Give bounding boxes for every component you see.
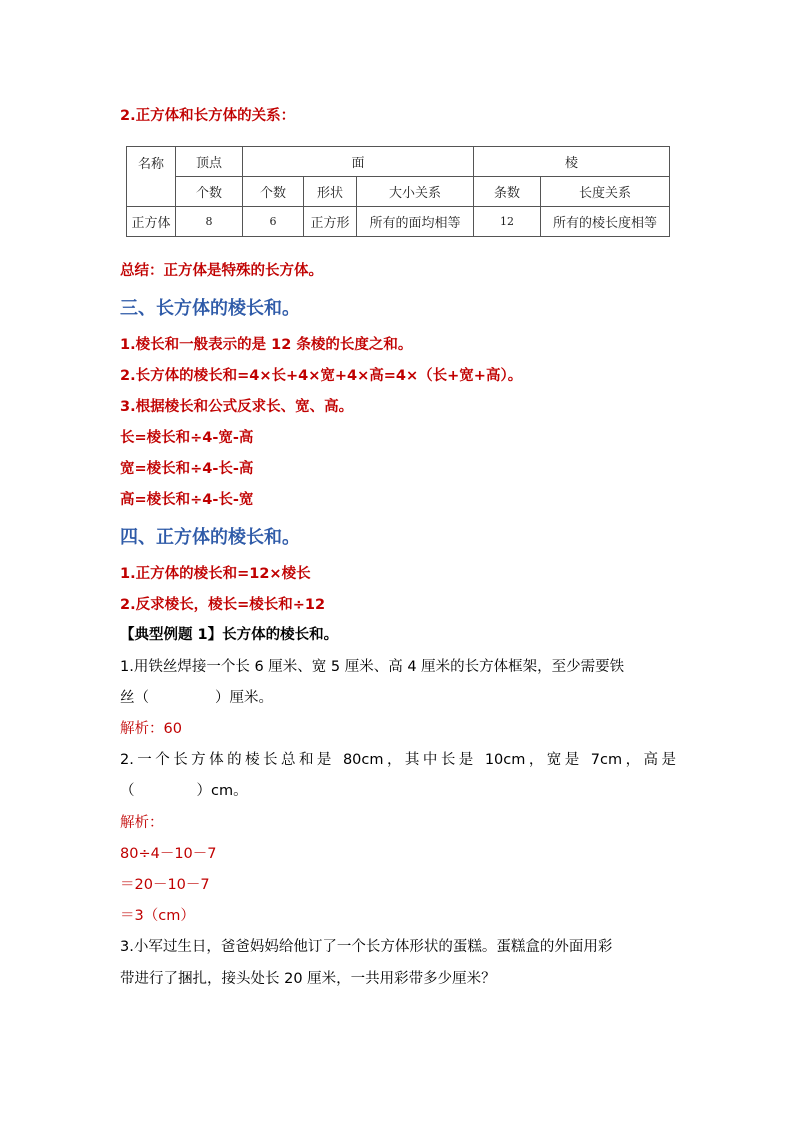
q1-answer: 解析：60 — [120, 721, 182, 737]
sub-edge-count: 条数 — [474, 177, 541, 207]
summary: 总结：正方体是特殊的长方体。 — [120, 263, 323, 279]
header-name: 名称 — [127, 147, 176, 207]
sub-face-count: 个数 — [243, 177, 304, 207]
formula-height: 高=棱长和÷4-长-宽 — [120, 492, 254, 508]
q2-line1: 2.一个长方体的棱长总和是 80cm，其中长是 10cm，宽是 7cm，高是 — [120, 752, 676, 768]
q1-line2-prefix: 丝（ — [120, 690, 149, 706]
row-face-count: 6 — [243, 207, 304, 237]
example-title: 【典型例题 1】长方体的棱长和。 — [120, 627, 339, 643]
formula-length: 长=棱长和÷4-宽-高 — [120, 430, 254, 446]
q3-line1: 3.小军过生日，爸爸妈妈给他订了一个长方体形状的蛋糕。蛋糕盒的外面用彩 — [120, 939, 613, 955]
row-vertex: 8 — [176, 207, 243, 237]
q2-step2: ＝20－10－7 — [120, 877, 210, 893]
sub-face-size: 大小关系 — [357, 177, 474, 207]
q1-line2 — [120, 686, 273, 707]
q2-line2-prefix: （ — [120, 783, 135, 799]
q2-step1: 80÷4－10－7 — [120, 846, 217, 862]
header-vertex: 顶点 — [176, 147, 243, 177]
formula-width: 宽=棱长和÷4-长-高 — [120, 461, 254, 477]
row-edge-count: 12 — [474, 207, 541, 237]
row-edge-length: 所有的棱长度相等 — [541, 207, 670, 237]
row-face-shape: 正方形 — [304, 207, 357, 237]
section4-title: 四、正方体的棱长和。 — [120, 527, 300, 548]
q2-line2 — [120, 779, 248, 800]
q1-line1: 1.用铁丝焊接一个长 6 厘米、宽 5 厘米、高 4 厘米的长方体框架，至少需要铁 — [120, 659, 625, 675]
q2-step3: ＝3（cm） — [120, 908, 195, 924]
section3-title: 三、长方体的棱长和。 — [120, 298, 300, 319]
row-name: 正方体 — [127, 207, 176, 237]
sub-edge-length: 长度关系 — [541, 177, 670, 207]
sub-vertex-count: 个数 — [176, 177, 243, 207]
section3-p1: 1.棱长和一般表示的是 12 条棱的长度之和。 — [120, 337, 413, 353]
q1-line2-suffix: ）厘米。 — [215, 690, 273, 706]
q2-line2-suffix: ）cm。 — [196, 783, 248, 799]
section4-p2: 2.反求棱长，棱长=棱长和÷12 — [120, 597, 326, 613]
relation-heading: 2.正方体和长方体的关系： — [120, 108, 296, 124]
row-face-size: 所有的面均相等 — [357, 207, 474, 237]
section3-p2: 2.长方体的棱长和=4×长+4×宽+4×高=4×（长+宽+高）。 — [120, 368, 523, 384]
q2-analysis-label: 解析： — [120, 815, 164, 831]
header-edge: 棱 — [474, 147, 670, 177]
header-face: 面 — [243, 147, 474, 177]
q3-line2: 带进行了捆扎，接头处长 20 厘米，一共用彩带多少厘米？ — [120, 971, 496, 987]
relation-table — [126, 146, 670, 237]
section3-p3: 3.根据棱长和公式反求长、宽、高。 — [120, 399, 354, 415]
sub-face-shape: 形状 — [304, 177, 357, 207]
section4-p1: 1.正方体的棱长和=12×棱长 — [120, 566, 311, 582]
